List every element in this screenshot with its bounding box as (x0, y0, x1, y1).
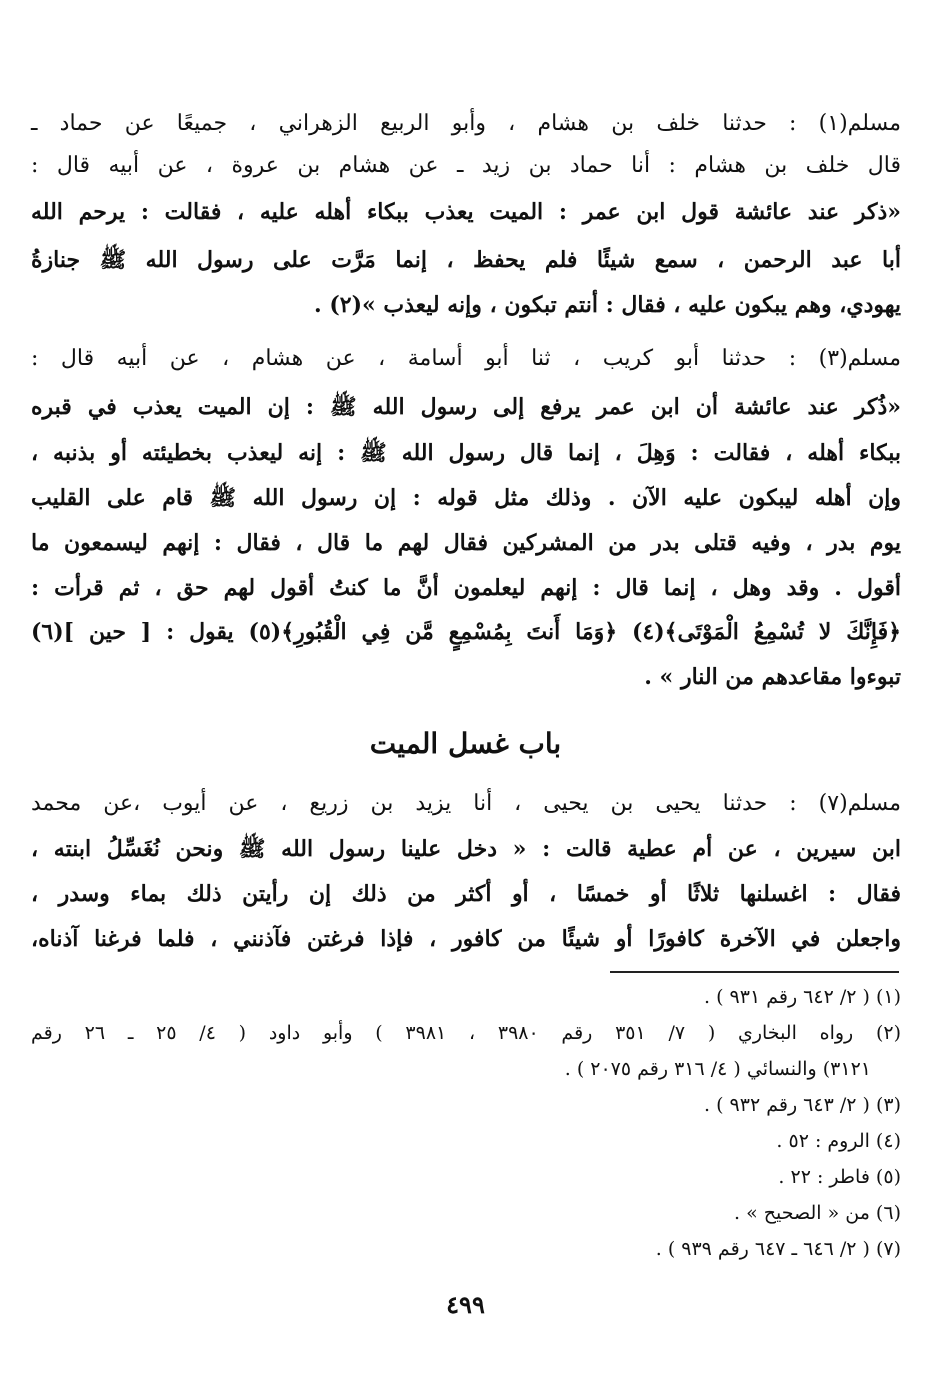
footnote: (٧) ( ٢/ ٦٤٦ ـ ٦٤٧ رقم ٩٣٩ ) . (655, 1238, 901, 1260)
text-line: أقول . وقد وهل ، إنما قال : إنهم ليعلمون أنَّ ما كنتُ أقول لهم حق ، ثم قرأت : (31, 575, 901, 601)
text-line: «ذكر عند عائشة قول ابن عمر : الميت يعذب ببكاء أهله عليه ، فقالت : يرحم الله (31, 199, 901, 225)
text-line: مسلم(٧) : حدثنا يحيى بن يحيى ، أنا يزيد بن زريع ، عن أيوب ،عن محمد (31, 791, 901, 816)
text-line: ابن سيرين ، عن أم عطية قالت : « دخل علينا رسول الله ﷺ ونحن نُغَسِّلُ ابنته ، (31, 836, 901, 862)
footnote-separator (610, 971, 899, 973)
footnote: (١) ( ٢/ ٦٤٢ رقم ٩٣١ ) . (704, 986, 901, 1008)
text-line: مسلم(٣) : حدثنا أبو كريب ، ثنا أبو أسامة ، عن هشام ، عن أبيه قال : (31, 346, 901, 371)
footnote: (٣) ( ٢/ ٦٤٣ رقم ٩٣٢ ) . (704, 1094, 901, 1116)
text-line: يهودي، وهم يبكون عليه ، فقال : أنتم تبكون ، وإنه ليعذب »(٢) . (314, 292, 901, 318)
text-line: «ذُكر عند عائشة أن ابن عمر يرفع إلى رسول الله ﷺ : إن الميت يعذب في قبره (31, 394, 901, 420)
text-line: واجعلن في الآخرة كافورًا أو شيئًا من كافور ، فإذا فرغتن فآذنني ، فلما فرغنا آذناه، (31, 926, 901, 952)
footnote: (٥) فاطر : ٢٢ . (778, 1166, 901, 1188)
text-line: يوم بدر ، وفيه قتلى بدر من المشركين فقال لهم ما قال ، فقال : إنهم ليسمعون ما (31, 530, 901, 556)
footnote-continuation: ٣١٢١) والنسائي ( ٤/ ٣١٦ رقم ٢٠٧٥ ) . (564, 1058, 871, 1080)
footnote: (٢) رواه البخاري ( ٧/ ٣٥١ رقم ٣٩٨٠ ، ٣٩٨١ ) وأبو داود ( ٤/ ٢٥ ـ ٢٦ رقم (31, 1022, 901, 1044)
footnote: (٦) من « الصحيح » . (734, 1202, 901, 1224)
text-line: أبا عبد الرحمن ، سمع شيئًا فلم يحفظ ، إنما مَرَّت على رسول الله ﷺ جنازةُ (31, 247, 901, 273)
text-line: تبوءوا مقاعدهم من النار » . (644, 664, 901, 690)
chapter-heading: باب غسل الميت (369, 727, 562, 760)
page-number: ٤٩٩ (446, 1290, 485, 1319)
text-line: ﴿فَإِنَّكَ لا تُسْمِعُ الْمَوْتَى﴾(٤) ﴿وَمَا أَنتَ بِمُسْمِعٍ مَّن فِي الْقُبُورِ﴾(٥) يقول : [ حين ](٦) (31, 619, 902, 645)
footnote: (٤) الروم : ٥٢ . (776, 1130, 901, 1152)
text-line: فقال : اغسلنها ثلاثًا أو خمسًا ، أو أكثر من ذلك إن رأيتن ذلك بماء وسدر ، (31, 881, 901, 907)
text-line: وإن أهله ليبكون عليه الآن . وذلك مثل قوله : إن رسول الله ﷺ قام على القليب (31, 485, 901, 511)
text-line: مسلم(١) : حدثنا خلف بن هشام ، وأبو الربيع الزهراني ، جميعًا عن حماد ـ (31, 111, 901, 136)
text-line: قال خلف بن هشام : أنا حماد بن زيد ـ عن هشام بن عروة ، عن أبيه قال : (31, 153, 901, 178)
text-line: ببكاء أهله ، فقالت : وَهِلَ ، إنما قال رسول الله ﷺ : إنه ليعذب بخطيئته أو بذنبه ، (31, 440, 901, 466)
